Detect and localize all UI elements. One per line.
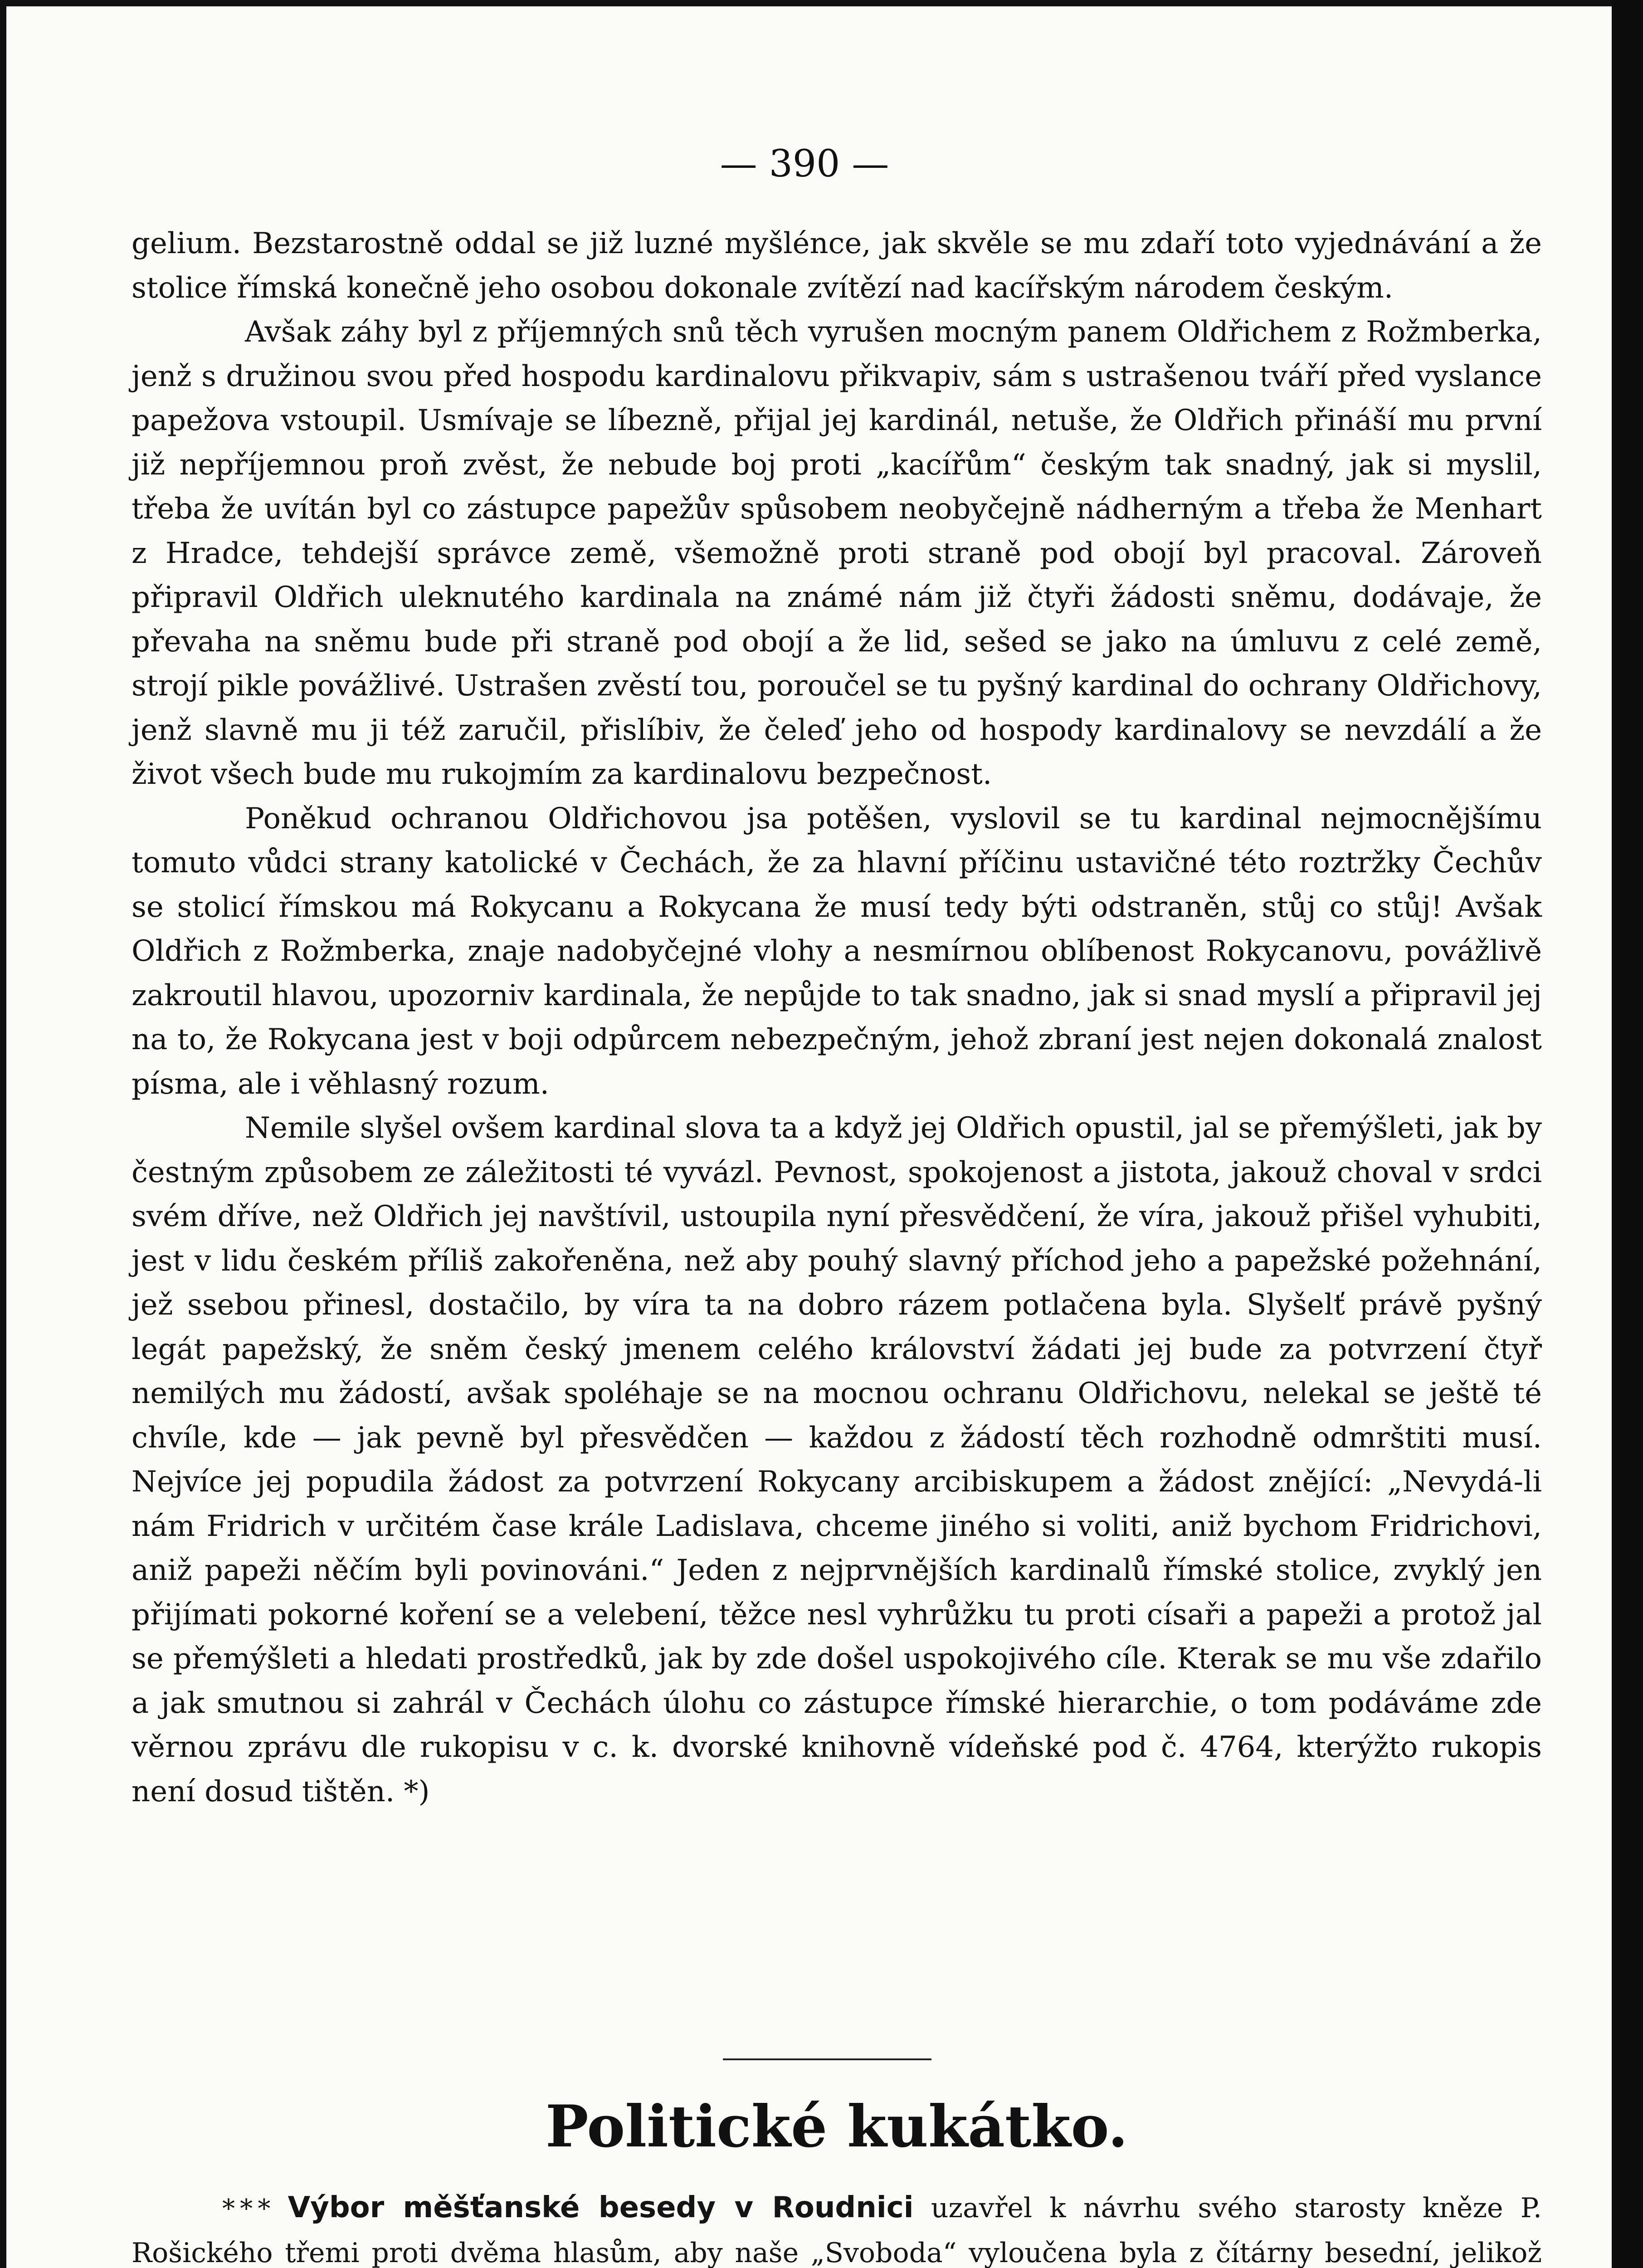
- news-column: [132, 2186, 1542, 2268]
- asterism-icon: * * *: [222, 2194, 271, 2224]
- section-divider: [723, 2058, 931, 2060]
- paragraph-1: gelium. Bezstarostně oddal se již luzné myšlénce, jak skvěle se mu zdaří toto vyjednávání a že stolice římská konečně jeho osobou dokonale zvítězí nad kacířským národem českým.: [132, 227, 1542, 305]
- paragraph-3: Poněkud ochranou Oldřichovou jsa potěšen, vyslovil se tu kardinal nejmocnějšímu tomuto vůdci strany katolické v Čechách, že za hlavní příčinu ustavičné této roztržky Čechův se stolicí římskou má Rokycanu a Rokycana že musí tedy býti odstraněn, stůj co stůj! Avšak Oldřich z Rožmberka, znaje nadobyčejné vlohy a nesmírnou oblíbenost Rokycanovu, povážlivě zakroutil hlavou, upozorniv kardinala, že nepůjde to tak snadno, jak si snad myslí a připravil jej na to, že Rokycana jest v boji odpůrcem nebezpečným, jehož zbraní jest nejen dokonalá znalost písma, ale i věhlasný rozum.: [132, 802, 1542, 1101]
- section-title: Politické kukátko.: [545, 2093, 1128, 2160]
- scan-edge: [1612, 0, 1643, 2268]
- news-text: uzavřel k návrhu svého starosty kněze P. Rošického třemi proti dvěma hlasům, aby naše „Svoboda“ vyloučena byla z čítárny besední, jelikož: [132, 2192, 1542, 2268]
- paragraph-4: Nemile slyšel ovšem kardinal slova ta a když jej Oldřich opustil, jal se přemýšleti, jak by čestným způsobem ze záležitosti té vyvázl. Pevnost, spokojenost a jistota, jakouž choval v srdci svém dříve, než Oldřich jej navštívil, ustoupila nyní přesvědčení, že víra, jakouž přišel vyhubiti, jest v lidu českém příliš zakořeněna, než aby pouhý slavný příchod jeho a papežské požehnání, jež ssebou přinesl, dostačilo, by víra ta na dobro rázem potlačena byla. Slyšelť právě pyšný legát papežský, že sněm český jmenem celého království žádati jej bude za potvrzení čtyř nemilých mu žádostí, avšak spoléhaje se na mocnou ochranu Oldřichovu, nelekal se ještě té chvíle, kde — jak pevně byl přesvědčen — každou z žádostí těch rozhodně odmrštiti musí. Nejvíce jej popudila žádost za potvrzení Rokycany arcibiskupem a žádost znějící: „Nevydá-li nám Fridrich v určitém čase krále Ladislava, chceme jiného si voliti, aniž bychom Fridrichovi, aniž papeži něčím byli povinováni.“ Jeden z nejprvnějších kardinalů římské stolice, zvyklý jen přijímati pokorné koření se a velebení, těžce nesl vyhrůžku tu proti císaři a papeži a protož jal se přemýšleti a hledati prostředků, jak by zde došel uspokojivého cíle. Kterak se mu vše zdařilo a jak smutnou si zahrál v Čechách úlohu co zástupce římské hierarchie, o tom podáváme zde věrnou zprávu dle rukopisu v c. k. dvorské knihovně vídeňské pod č. 4764, kterýžto rukopis není dosud tištěn. *): [132, 1111, 1542, 1809]
- news-lead: Výbor měšťanské besedy v Roudnici: [288, 2191, 914, 2224]
- document-page: [6, 6, 1612, 2268]
- article-body: [132, 222, 1542, 1814]
- paragraph-2: Avšak záhy byl z příjemných snů těch vyrušen mocným panem Oldřichem z Rožmberka, jenž s družinou svou před hospodu kardinalovu přikvapiv, sám s ustrašenou tváří před vyslance papežova vstoupil. Usmívaje se líbezně, přijal jej kardinál, netuše, že Oldřich přináší mu první již nepříjemnou proň zvěst, že nebude boj proti „kacířům“ českým tak snadný, jak si myslil, třeba že uvítán byl co zástupce papežův spůsobem neobyčejně nádherným a třeba že Menhart z Hradce, tehdejší správce země, všemožně proti straně pod obojí byl pracoval. Zároveň připravil Oldřich uleknutého kardinala na známé nám již čtyři žádosti sněmu, dodávaje, že převaha na sněmu bude při straně pod obojí a že lid, sešed se jako na úmluvu z celé země, strojí pikle povážlivé. Ustrašen zvěstí tou, poroučel se tu pyšný kardinal do ochrany Oldřichovy, jenž slavně mu ji též zaručil, přislíbiv, že čeleď jeho od hospody kardinalovy se nevzdálí a že život všech bude mu rukojmím za kardinalovu bezpečnost.: [132, 315, 1542, 791]
- page-number: — 390 —: [720, 142, 889, 186]
